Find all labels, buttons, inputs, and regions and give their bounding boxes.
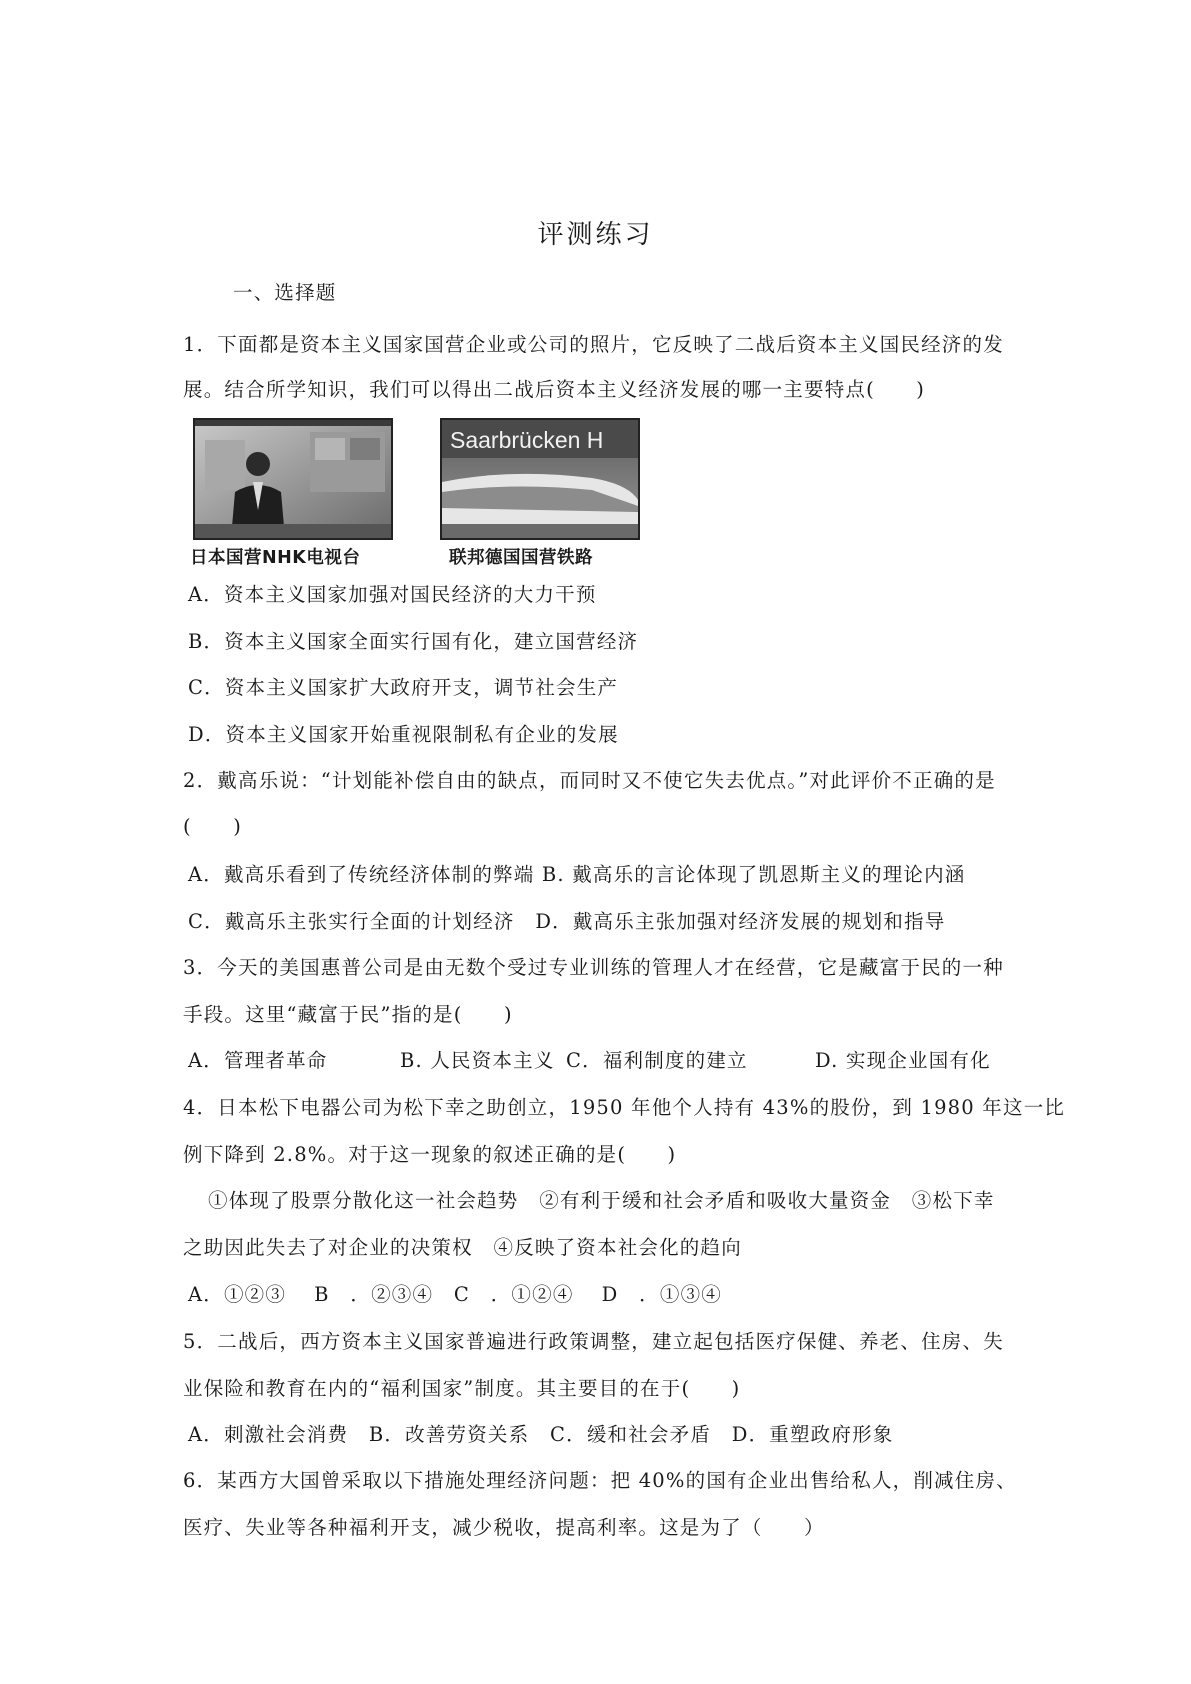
railway-sign: Saarbrücken H	[450, 427, 604, 453]
question-5-options: A．刺激社会消费 B．改善劳资关系 C．缓和社会矛盾 D．重塑政府形象	[188, 1423, 894, 1446]
question-4-line-2: 例下降到 2.8%。对于这一现象的叙述正确的是( )	[183, 1143, 677, 1166]
photo-nhk-caption: 日本国营NHK电视台	[190, 548, 361, 568]
question-3-option-b: B. 人民资本主义	[400, 1049, 555, 1072]
question-5-line-2: 业保险和教育在内的“福利国家”制度。其主要目的在于( )	[183, 1377, 741, 1400]
question-3-line-1: 3．今天的美国惠普公司是由无数个受过专业训练的管理人才在经营，它是藏富于民的一种	[183, 956, 1004, 979]
question-3-option-c: C．福利制度的建立	[566, 1049, 748, 1072]
question-1-option-b: B．资本主义国家全面实行国有化，建立国营经济	[188, 630, 639, 653]
question-1-line-2: 展。结合所学知识，我们可以得出二战后资本主义经济发展的哪一主要特点( )	[183, 378, 926, 401]
question-4-options: A．①②③ B ．②③④ C ．①②④ D ．①③④	[188, 1283, 722, 1306]
question-5-line-1: 5．二战后，西方资本主义国家普遍进行政策调整，建立起包括医疗保健、养老、住房、失	[183, 1330, 1004, 1353]
photo-railway	[440, 418, 640, 540]
question-1-option-a: A．资本主义国家加强对国民经济的大力干预	[188, 583, 597, 606]
question-1-option-c: C．资本主义国家扩大政府开支，调节社会生产	[188, 676, 619, 699]
photo-nhk	[193, 418, 393, 540]
question-4-line-1: 4．日本松下电器公司为松下幸之助创立，1950 年他个人持有 43%的股份，到 1980 年这一比	[183, 1096, 1066, 1119]
question-3-option-a: A．管理者革命	[188, 1049, 328, 1072]
question-6-line-2: 医疗、失业等各种福利开支，减少税收，提高利率。这是为了（ ）	[183, 1516, 825, 1539]
question-4-statements-2: 之助因此失去了对企业的决策权 ④反映了资本社会化的趋向	[183, 1236, 742, 1259]
question-2-line-1: 2．戴高乐说：“计划能补偿自由的缺点，而同时又不使它失去优点。”对此评价不正确的是	[183, 769, 996, 792]
question-4-statements-1: ①体现了股票分散化这一社会趋势 ②有利于缓和社会矛盾和吸收大量资金 ③松下幸	[208, 1189, 995, 1212]
question-3-line-2: 手段。这里“藏富于民”指的是( )	[183, 1003, 513, 1026]
question-2-options-cd: C．戴高乐主张实行全面的计划经济 D．戴高乐主张加强对经济发展的规划和指导	[188, 910, 946, 933]
question-1-line-1: 1．下面都是资本主义国家国营企业或公司的照片，它反映了二战后资本主义国民经济的发	[183, 333, 1004, 356]
question-6-line-1: 6．某西方大国曾采取以下措施处理经济问题：把 40%的国有企业出售给私人，削减住房、	[183, 1469, 1017, 1492]
page-title: 评测练习	[537, 220, 654, 250]
question-2-line-2: ( )	[183, 815, 243, 838]
section-heading: 一、选择题	[233, 281, 337, 304]
question-3-option-d: D. 实现企业国有化	[815, 1049, 991, 1072]
photo-railway-caption: 联邦德国国营铁路	[449, 548, 593, 568]
question-2-options-ab: A．戴高乐看到了传统经济体制的弊端 B. 戴高乐的言论体现了凯恩斯主义的理论内涵	[188, 863, 966, 886]
question-1-option-d: D．资本主义国家开始重视限制私有企业的发展	[188, 723, 619, 746]
